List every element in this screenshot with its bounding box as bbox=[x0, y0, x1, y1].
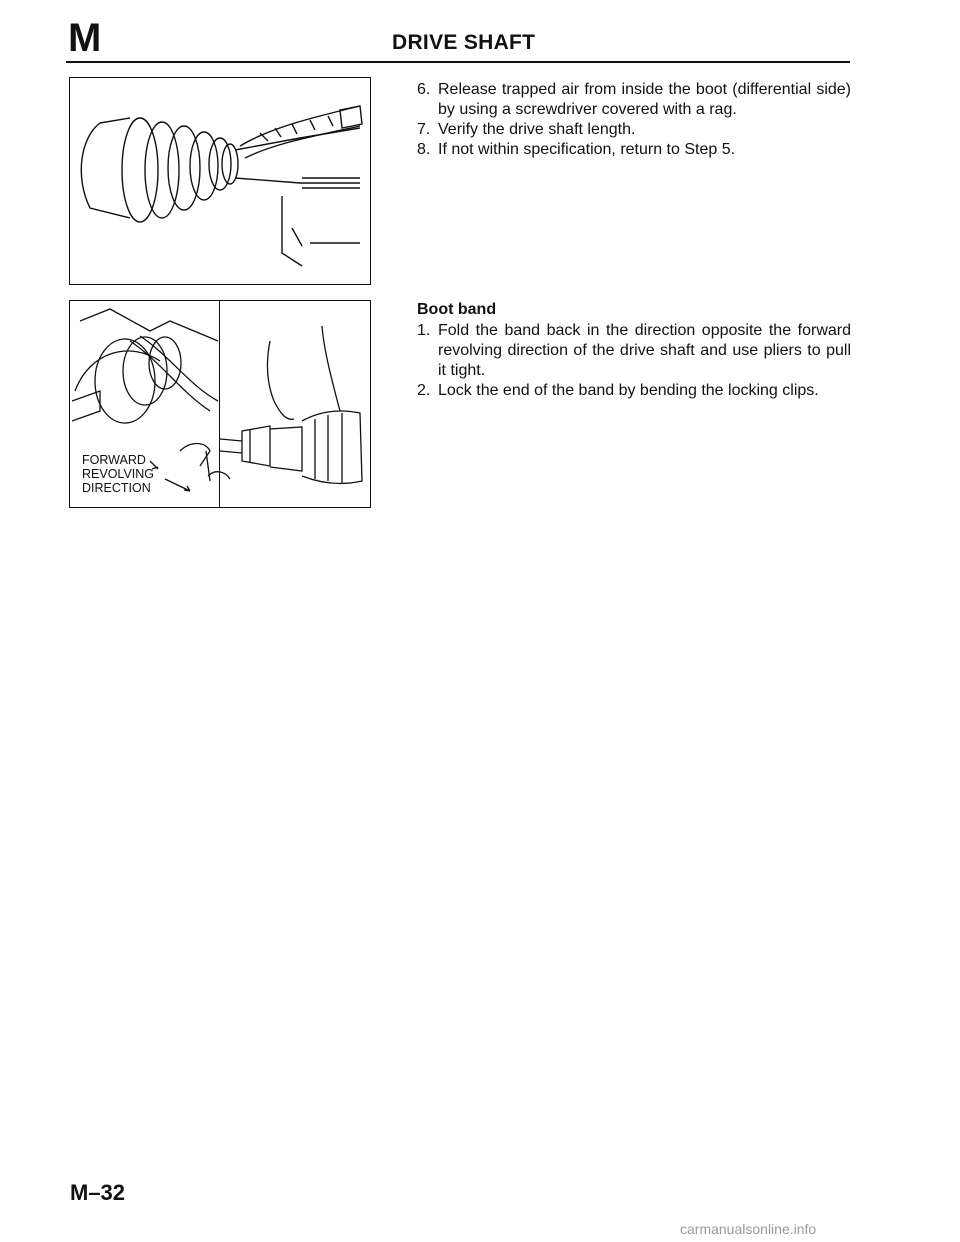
step-number: 8. bbox=[417, 141, 431, 158]
list-item bbox=[417, 321, 851, 381]
steps-list bbox=[417, 80, 851, 160]
figure-boot-air-release bbox=[69, 77, 371, 285]
list-item bbox=[417, 140, 851, 160]
list-item bbox=[417, 381, 851, 401]
boot-band-steps-list bbox=[417, 321, 851, 401]
step-text: Release trapped air from inside the boot (differential side) by using a screwdriver covered with a rag. bbox=[438, 81, 851, 118]
list-item bbox=[417, 80, 851, 120]
step-number: 2. bbox=[417, 382, 431, 399]
step-number: 6. bbox=[417, 81, 431, 98]
step-text: Fold the band back in the direction opposite the forward revolving direction of the drive shaft and use pliers to pull it tight. bbox=[438, 322, 851, 379]
step-text: If not within specification, return to Step 5. bbox=[438, 141, 736, 158]
boot-illustration bbox=[70, 78, 370, 284]
watermark: carmanualsonline.info bbox=[680, 1221, 817, 1237]
page-title: DRIVE SHAFT bbox=[392, 31, 536, 54]
section-heading: Boot band bbox=[417, 301, 497, 318]
page-number: M–32 bbox=[70, 1180, 126, 1205]
step-text: Lock the end of the band by bending the locking clips. bbox=[438, 382, 819, 399]
forward-revolving-direction-label: FORWARD REVOLVING DIRECTION bbox=[82, 453, 155, 495]
step-number: 7. bbox=[417, 121, 431, 138]
figure-divider bbox=[219, 301, 220, 507]
header-rule bbox=[66, 61, 850, 63]
step-text: Verify the drive shaft length. bbox=[438, 121, 636, 138]
section-letter: M bbox=[68, 16, 102, 60]
step-number: 1. bbox=[417, 322, 431, 339]
list-item bbox=[417, 120, 851, 140]
figure-boot-band bbox=[69, 300, 371, 508]
